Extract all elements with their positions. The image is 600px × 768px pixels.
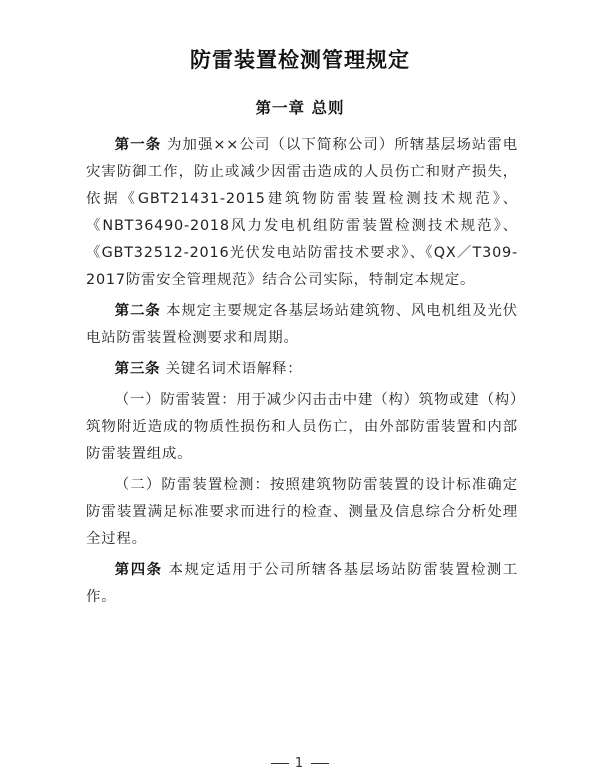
- clause-2-text: （二）防雷装置检测：按照建筑物防雷装置的设计标准确定防雷装置满足标准要求而进行的检查、测量及信息综合分析处理全过程。: [86, 477, 518, 547]
- article-2-text: 本规定主要规定各基层场站建筑物、风电机组及光伏电站防雷装置检测要求和周期。: [86, 303, 518, 346]
- page-number-dash-left: [271, 763, 289, 764]
- article-2-label: 第二条: [114, 303, 161, 319]
- clause-2-paragraph: [86, 472, 518, 553]
- article-4-label: 第四条: [114, 562, 163, 578]
- article-4-text: 本规定适用于公司所辖各基层场站防雷装置检测工作。: [86, 562, 518, 605]
- clause-1-text: （一）防雷装置：用于减少闪击击中建（构）筑物或建（构）筑物附近造成的物质性损伤和人员伤亡，由外部防雷装置和内部防雷装置组成。: [86, 392, 518, 462]
- document-body: [86, 132, 518, 611]
- article-3-paragraph: [86, 356, 518, 383]
- article-3-text: 关键名词术语解释：: [160, 361, 303, 377]
- page-number: [0, 756, 600, 768]
- article-1-paragraph: [86, 132, 518, 294]
- chapter-title: 第一章 总则: [255, 99, 345, 117]
- article-3-label: 第三条: [114, 361, 161, 377]
- article-4-paragraph: [86, 557, 518, 611]
- page-number-dash-right: [311, 763, 329, 764]
- clause-1-paragraph: [86, 387, 518, 468]
- article-1-text: 为加强××公司（以下简称公司）所辖基层场站雷电灾害防御工作，防止或减少因雷击造成的人员伤亡和财产损失，依据《GBT21431-2015建筑物防雷装置检测技术规范》、《NBT36490-2018风力发电机组防雷装置检测技术规范》、《GBT32512-2016光伏发电站防雷技术要求》、《QX／T309-2017防雷安全管理规范》结合公司实际，特制定本规定。: [86, 137, 518, 288]
- article-1-label: 第一条: [114, 137, 162, 153]
- page-number-value: 1: [294, 756, 306, 768]
- article-2-paragraph: [86, 298, 518, 352]
- document-title: 防雷装置检测管理规定: [190, 48, 410, 72]
